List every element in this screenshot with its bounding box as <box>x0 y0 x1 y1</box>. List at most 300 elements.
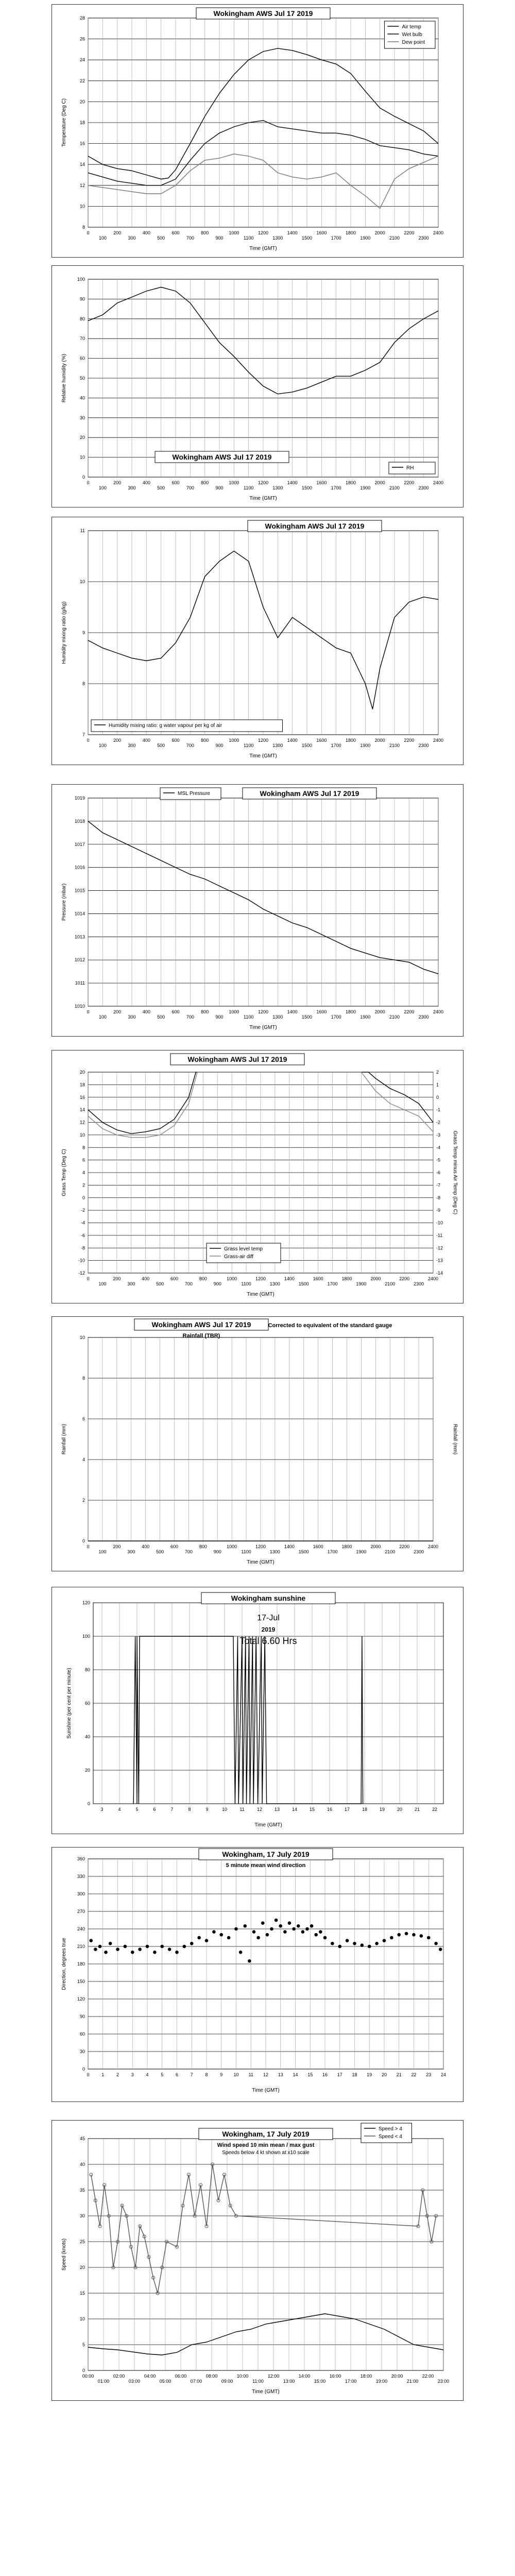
x-tick-label: 1300 <box>272 743 283 748</box>
y-tick-label: 20 <box>79 435 85 440</box>
x-tick-label: 8 <box>188 1807 191 1812</box>
x-tick-label: 2400 <box>427 1544 439 1549</box>
x-tick-label: 400 <box>142 738 150 743</box>
y2-tick-label: -12 <box>436 1245 443 1251</box>
x-tick-label: 1400 <box>287 480 298 485</box>
x-tick-label: 0 <box>87 1544 90 1549</box>
legend-label: Air temp <box>402 24 421 30</box>
x-axis-label: Time (GMT) <box>249 496 277 501</box>
y2-tick-label: -10 <box>436 1220 443 1226</box>
x-tick-label: 300 <box>128 485 136 490</box>
x-tick-label: 100 <box>98 1014 107 1020</box>
pressure-chart <box>52 785 464 1037</box>
x-tick-label: 600 <box>171 738 180 743</box>
x-tick-label: 20 <box>397 1807 403 1812</box>
y-tick-label: 10 <box>79 2316 85 2321</box>
x-tick-label: 19:00 <box>375 2379 388 2384</box>
x-tick-label: 9 <box>205 1807 209 1812</box>
y-tick-label: 1015 <box>74 888 85 893</box>
x-tick-label: 11:00 <box>252 2379 264 2384</box>
data-point <box>274 1919 278 1922</box>
y-tick-label: 2 <box>82 1498 85 1503</box>
x-tick-label: 3 <box>131 2072 134 2077</box>
x-tick-label: 800 <box>201 1009 209 1014</box>
x-tick-label: 09:00 <box>221 2379 233 2384</box>
data-point <box>368 1945 371 1948</box>
x-tick-label: 700 <box>186 485 194 490</box>
y-tick-label: 210 <box>77 1944 85 1949</box>
x-tick-label: 600 <box>171 1009 180 1014</box>
data-point <box>90 1939 93 1942</box>
x-tick-label: 1300 <box>272 1014 283 1020</box>
x-tick-label: 0 <box>87 1276 90 1281</box>
x-tick-label: 1700 <box>327 1549 338 1554</box>
x-tick-label: 200 <box>113 738 122 743</box>
x-tick-label: 2000 <box>374 230 385 235</box>
y-tick-label: 20 <box>79 1070 85 1075</box>
x-tick-label: 300 <box>127 1549 135 1554</box>
x-tick-label: 1800 <box>345 738 356 743</box>
y-tick-label: -10 <box>78 1258 85 1263</box>
data-point <box>205 1939 208 1942</box>
x-tick-label: 2000 <box>374 480 385 485</box>
x-tick-label: 1500 <box>301 485 313 490</box>
data-point <box>153 1951 157 1954</box>
x-axis-label: Time (GMT) <box>249 246 277 251</box>
data-point <box>190 1942 193 1945</box>
data-point <box>244 1925 247 1928</box>
x-tick-label: 2200 <box>399 1544 410 1549</box>
x-tick-label: 1600 <box>316 480 327 485</box>
temperature-chart <box>52 5 464 258</box>
x-tick-label: 800 <box>199 1544 207 1549</box>
y-tick-label: 0 <box>82 2368 85 2373</box>
y-tick-label: 30 <box>79 415 85 420</box>
y-tick-label: 0 <box>82 1195 85 1200</box>
x-tick-label: 1 <box>101 2072 105 2077</box>
legend-label: Speed < 4 <box>379 2134 402 2140</box>
x-tick-label: 8 <box>205 2072 208 2077</box>
x-tick-label: 00:00 <box>82 2374 94 2379</box>
y-tick-label: 24 <box>79 57 85 63</box>
y-axis-label: Temperature (Deg C) <box>61 98 67 147</box>
plot-area <box>88 2139 443 2370</box>
y-tick-label: 120 <box>82 1600 90 1605</box>
x-tick-label: 1500 <box>298 1549 309 1554</box>
data-point <box>293 1927 296 1930</box>
y-axis-label: Sunshine (per cent per minute) <box>66 1668 72 1739</box>
y-tick-label: 8 <box>82 225 85 230</box>
x-tick-label: 700 <box>186 1014 194 1020</box>
chart-subtitle-2: Speeds below 4 kt shown at x10 scale <box>222 2150 310 2156</box>
rainfall-chart <box>52 1317 464 1572</box>
data-point <box>288 1922 291 1925</box>
x-tick-label: 11 <box>239 1807 245 1812</box>
y-tick-label: 15 <box>79 2291 85 2296</box>
y2-tick-label: -7 <box>436 1182 441 1188</box>
data-point <box>116 1948 119 1951</box>
x-tick-label: 2400 <box>433 1009 444 1014</box>
x-tick-label: 1500 <box>298 1281 309 1286</box>
x-tick-label: 14 <box>293 2072 298 2077</box>
x-tick-label: 800 <box>201 230 209 235</box>
chart-note: Corrected to equivalent of the standard gauge <box>268 1323 392 1329</box>
data-point <box>398 1934 401 1937</box>
y-tick-label: -4 <box>80 1220 85 1226</box>
y-tick-label: -8 <box>80 1245 85 1251</box>
x-tick-label: 900 <box>215 235 224 241</box>
x-tick-label: 900 <box>215 1014 224 1020</box>
y-tick-label: 40 <box>79 2162 85 2167</box>
x-tick-label: 20 <box>381 2072 387 2077</box>
x-tick-label: 1100 <box>243 743 254 748</box>
y-tick-label: 16 <box>79 1094 85 1100</box>
y-tick-label: 1017 <box>74 841 85 847</box>
x-tick-label: 03:00 <box>128 2379 141 2384</box>
y-tick-label: 35 <box>79 2188 85 2193</box>
x-axis-label: Time (GMT) <box>247 1292 274 1297</box>
x-tick-label: 13 <box>274 1807 280 1812</box>
chart-title: Wokingham AWS Jul 17 2019 <box>265 522 365 530</box>
x-tick-label: 900 <box>215 743 224 748</box>
x-tick-label: 04:00 <box>144 2374 156 2379</box>
x-tick-label: 1700 <box>331 743 341 748</box>
y-tick-label: 20 <box>84 1768 90 1773</box>
x-tick-label: 1700 <box>331 235 341 241</box>
y-tick-label: 100 <box>77 277 85 282</box>
x-tick-label: 2300 <box>418 485 429 490</box>
x-tick-label: 200 <box>113 1276 121 1281</box>
x-tick-label: 2100 <box>385 1281 396 1286</box>
x-tick-label: 1600 <box>313 1276 323 1281</box>
y-axis-label: Relative humidity (%) <box>61 353 67 403</box>
x-tick-label: 100 <box>98 1281 107 1286</box>
y2-tick-label: -9 <box>436 1208 441 1213</box>
x-tick-label: 19 <box>367 2072 372 2077</box>
legend-label: Grass-air diff <box>224 1254 254 1260</box>
y-tick-label: 4 <box>82 1457 85 1462</box>
y-tick-label: 360 <box>77 1856 85 1861</box>
x-tick-label: 2100 <box>385 1549 396 1554</box>
y-tick-label: 1012 <box>74 957 85 963</box>
y-axis-label: Direction, degrees true <box>61 1938 67 1990</box>
x-tick-label: 1600 <box>316 230 327 235</box>
x-tick-label: 1000 <box>229 1009 239 1014</box>
x-tick-label: 1800 <box>341 1276 352 1281</box>
x-axis-label: Time (GMT) <box>249 753 277 759</box>
y-tick-label: 28 <box>79 15 85 21</box>
data-point <box>353 1942 356 1945</box>
y-tick-label: -2 <box>80 1208 85 1213</box>
x-tick-label: 1400 <box>287 738 298 743</box>
legend-label: Humidity mixing ratio: g water vapour per kg of air <box>109 723 222 728</box>
x-tick-label: 1300 <box>272 235 283 241</box>
x-tick-label: 1900 <box>360 235 371 241</box>
x-tick-label: 17 <box>344 1807 350 1812</box>
x-tick-label: 400 <box>142 1009 150 1014</box>
grass-temp-chart-panel <box>52 1050 464 1303</box>
data-point <box>297 1925 300 1928</box>
x-tick-label: 2300 <box>418 235 429 241</box>
x-tick-label: 1900 <box>356 1281 367 1286</box>
y-tick-label: 26 <box>79 36 85 42</box>
x-tick-label: 20:00 <box>391 2374 403 2379</box>
x-tick-label: 5 <box>135 1807 139 1812</box>
x-tick-label: 07:00 <box>190 2379 202 2384</box>
x-tick-label: 1000 <box>229 480 239 485</box>
y-tick-label: 30 <box>79 2049 85 2054</box>
y2-tick-label: 1 <box>436 1082 439 1088</box>
x-tick-label: 500 <box>157 485 165 490</box>
x-tick-label: 06:00 <box>175 2374 187 2379</box>
y2-tick-label: -13 <box>436 1258 443 1263</box>
x-axis-label: Time (GMT) <box>247 1560 274 1565</box>
x-tick-label: 2000 <box>370 1276 381 1281</box>
x-tick-label: 1200 <box>258 738 269 743</box>
y-tick-label: 300 <box>77 1891 85 1896</box>
y-tick-label: 25 <box>79 2239 85 2244</box>
data-point <box>439 1948 442 1951</box>
data-point <box>405 1932 408 1935</box>
humidity-chart-panel <box>52 265 464 507</box>
x-tick-label: 2200 <box>404 738 415 743</box>
y-tick-label: 90 <box>79 296 85 302</box>
x-tick-label: 1400 <box>287 230 298 235</box>
data-point <box>413 1934 416 1937</box>
y-tick-label: 12 <box>79 1120 85 1125</box>
chart-title: Wokingham, 17 July 2019 <box>222 2130 310 2138</box>
data-point <box>252 1930 255 1934</box>
y-tick-label: 7 <box>82 732 85 737</box>
x-tick-label: 15:00 <box>314 2379 326 2384</box>
data-point <box>266 1934 269 1937</box>
x-tick-label: 1200 <box>258 230 269 235</box>
x-tick-label: 1600 <box>316 738 327 743</box>
x-tick-label: 2200 <box>399 1276 410 1281</box>
chart-title: Wokingham AWS Jul 17 2019 <box>187 1055 287 1063</box>
y-tick-label: 90 <box>79 2014 85 2019</box>
x-tick-label: 200 <box>113 1544 121 1549</box>
x-tick-label: 1500 <box>301 235 313 241</box>
chart-title: Wokingham AWS Jul 17 2019 <box>260 789 359 798</box>
x-tick-label: 14 <box>291 1807 298 1812</box>
y-tick-label: 10 <box>79 1335 85 1340</box>
y-tick-label: 60 <box>79 2031 85 2037</box>
x-tick-label: 1300 <box>269 1549 280 1554</box>
wind-speed-chart-panel <box>52 2120 464 2401</box>
x-tick-label: 400 <box>142 1544 150 1549</box>
x-tick-label: 10 <box>233 2072 239 2077</box>
y-tick-label: 5 <box>82 2342 85 2347</box>
data-point <box>427 1936 430 1939</box>
y2-tick-label: -4 <box>436 1145 441 1150</box>
x-tick-label: 300 <box>128 1014 136 1020</box>
y-tick-label: 20 <box>79 99 85 105</box>
x-tick-label: 15 <box>307 2072 313 2077</box>
x-tick-label: 900 <box>215 485 224 490</box>
y-tick-label: 1019 <box>74 795 85 801</box>
y-tick-label: 8 <box>82 1145 85 1150</box>
chart-subtitle: 5 minute mean wind direction <box>226 1862 306 1869</box>
y-axis-label: Rainfall (mm) <box>61 1423 67 1455</box>
data-point <box>279 1925 282 1928</box>
y-tick-label: 10 <box>79 204 85 209</box>
data-point <box>131 1951 134 1954</box>
y-tick-label: 8 <box>82 1376 85 1381</box>
data-point <box>390 1936 393 1939</box>
data-point <box>213 1930 216 1934</box>
chart-subtitle: Wind speed 10 min mean / max gust <box>217 2142 315 2148</box>
data-point <box>94 1948 97 1951</box>
x-tick-label: 7 <box>170 1807 174 1812</box>
y-tick-label: 1010 <box>74 1004 85 1009</box>
y-tick-label: 1016 <box>74 865 85 870</box>
x-tick-label: 1800 <box>345 1009 356 1014</box>
x-tick-label: 01:00 <box>97 2379 110 2384</box>
x-tick-label: 1300 <box>272 485 283 490</box>
y2-axis-label: Grass Temp minus Air Temp (Deg C) <box>452 1130 458 1215</box>
y-tick-label: 60 <box>84 1701 90 1706</box>
y-tick-label: 1018 <box>74 818 85 824</box>
y2-tick-label: -14 <box>436 1270 443 1276</box>
x-tick-label: 0 <box>87 1009 90 1014</box>
x-tick-label: 1800 <box>345 480 356 485</box>
y-tick-label: 40 <box>84 1734 90 1739</box>
chart-title: Wokingham AWS Jul 17 2019 <box>213 9 313 18</box>
data-point <box>435 1942 438 1945</box>
x-tick-label: 6 <box>175 2072 179 2077</box>
x-tick-label: 2200 <box>404 1009 415 1014</box>
x-tick-label: 2300 <box>414 1281 424 1286</box>
data-point <box>124 1945 127 1948</box>
data-point <box>248 1960 251 1963</box>
chart-title: Wokingham sunshine <box>231 1594 306 1602</box>
x-tick-label: 2400 <box>433 738 444 743</box>
data-point <box>346 1939 349 1942</box>
x-tick-label: 2200 <box>404 480 415 485</box>
y-tick-label: 80 <box>84 1667 90 1672</box>
x-tick-label: 1800 <box>345 230 356 235</box>
x-tick-label: 1100 <box>243 1014 254 1020</box>
x-tick-label: 2300 <box>418 743 429 748</box>
x-tick-label: 2000 <box>370 1544 381 1549</box>
x-tick-label: 2400 <box>427 1276 439 1281</box>
x-tick-label: 1000 <box>229 230 239 235</box>
x-tick-label: 16 <box>322 2072 328 2077</box>
y2-tick-label: -1 <box>436 1107 441 1113</box>
y2-tick-label: 2 <box>436 1070 439 1075</box>
data-point <box>338 1945 341 1948</box>
y-tick-label: 330 <box>77 1874 85 1879</box>
x-tick-label: 700 <box>186 743 194 748</box>
x-tick-label: 1000 <box>227 1276 237 1281</box>
x-tick-label: 21 <box>396 2072 402 2077</box>
x-tick-label: 16 <box>327 1807 333 1812</box>
x-tick-label: 9 <box>220 2072 223 2077</box>
x-tick-label: 10:00 <box>236 2374 249 2379</box>
y-tick-label: -12 <box>78 1270 85 1276</box>
x-tick-label: 1400 <box>284 1544 295 1549</box>
x-tick-label: 18 <box>362 1807 368 1812</box>
x-axis-label: Time (GMT) <box>252 2389 280 2395</box>
x-tick-label: 900 <box>213 1549 221 1554</box>
data-point <box>109 1942 112 1945</box>
data-point <box>235 1927 238 1930</box>
chart-title: Wokingham AWS Jul 17 2019 <box>172 453 272 461</box>
x-tick-label: 22 <box>411 2072 417 2077</box>
x-tick-label: 1100 <box>241 1281 251 1286</box>
y-tick-label: 4 <box>82 1170 85 1175</box>
x-tick-label: 15 <box>309 1807 315 1812</box>
y-tick-label: 0 <box>82 2066 85 2072</box>
x-tick-label: 0 <box>87 738 90 743</box>
x-tick-label: 10 <box>221 1807 228 1812</box>
x-tick-label: 1900 <box>356 1549 367 1554</box>
y-tick-label: 14 <box>79 162 85 167</box>
x-tick-label: 4 <box>118 1807 121 1812</box>
x-tick-label: 1700 <box>331 485 341 490</box>
y-tick-label: 18 <box>79 120 85 125</box>
legend-label: Speed > 4 <box>379 2126 402 2132</box>
y-tick-label: 14 <box>79 1107 85 1113</box>
x-tick-label: 12:00 <box>267 2374 280 2379</box>
x-tick-label: 18:00 <box>360 2374 372 2379</box>
y-axis-label: Pressure (mbar) <box>61 883 67 921</box>
x-tick-label: 1500 <box>301 1014 313 1020</box>
x-tick-label: 17 <box>337 2072 342 2077</box>
chart-total: Total 6.60 Hrs <box>239 1636 297 1646</box>
rainfall-chart-panel <box>52 1316 464 1571</box>
x-tick-label: 05:00 <box>159 2379 171 2384</box>
x-tick-label: 2100 <box>389 743 400 748</box>
legend-label: Grass level temp <box>224 1246 263 1252</box>
y-tick-label: 10 <box>79 1132 85 1138</box>
data-point <box>301 1930 304 1934</box>
y-tick-label: 1011 <box>75 980 85 986</box>
x-tick-label: 2400 <box>433 480 444 485</box>
y-axis-label: Speed (knots) <box>61 2238 67 2271</box>
x-tick-label: 200 <box>113 230 122 235</box>
y-tick-label: 20 <box>79 2265 85 2270</box>
x-tick-label: 1400 <box>287 1009 298 1014</box>
data-point <box>420 1935 423 1938</box>
x-tick-label: 1700 <box>327 1281 338 1286</box>
x-tick-label: 08:00 <box>205 2374 218 2379</box>
y-tick-label: 2 <box>82 1182 85 1188</box>
x-tick-label: 1100 <box>243 485 254 490</box>
x-tick-label: 900 <box>213 1281 221 1286</box>
y-tick-label: 150 <box>77 1979 85 1984</box>
data-point <box>161 1945 164 1948</box>
x-tick-label: 500 <box>157 1014 165 1020</box>
x-tick-label: 2000 <box>374 1009 385 1014</box>
x-tick-label: 12 <box>256 1807 263 1812</box>
data-point <box>319 1930 322 1934</box>
x-tick-label: 300 <box>127 1281 135 1286</box>
y-axis-label: Grass Temp (Deg C) <box>61 1149 67 1196</box>
y-tick-label: 6 <box>82 1416 85 1421</box>
x-tick-label: 1900 <box>360 1014 371 1020</box>
x-tick-label: 1100 <box>243 235 254 241</box>
x-tick-label: 600 <box>170 1276 179 1281</box>
x-tick-label: 800 <box>199 1276 207 1281</box>
x-tick-label: 500 <box>157 235 165 241</box>
legend-label: Dew point <box>402 40 425 45</box>
chart-subtitle: Rainfall (TBR) <box>182 1333 220 1339</box>
data-point <box>360 1944 364 1947</box>
humidity-chart <box>52 266 464 508</box>
mixing-ratio-chart-panel <box>52 517 464 765</box>
